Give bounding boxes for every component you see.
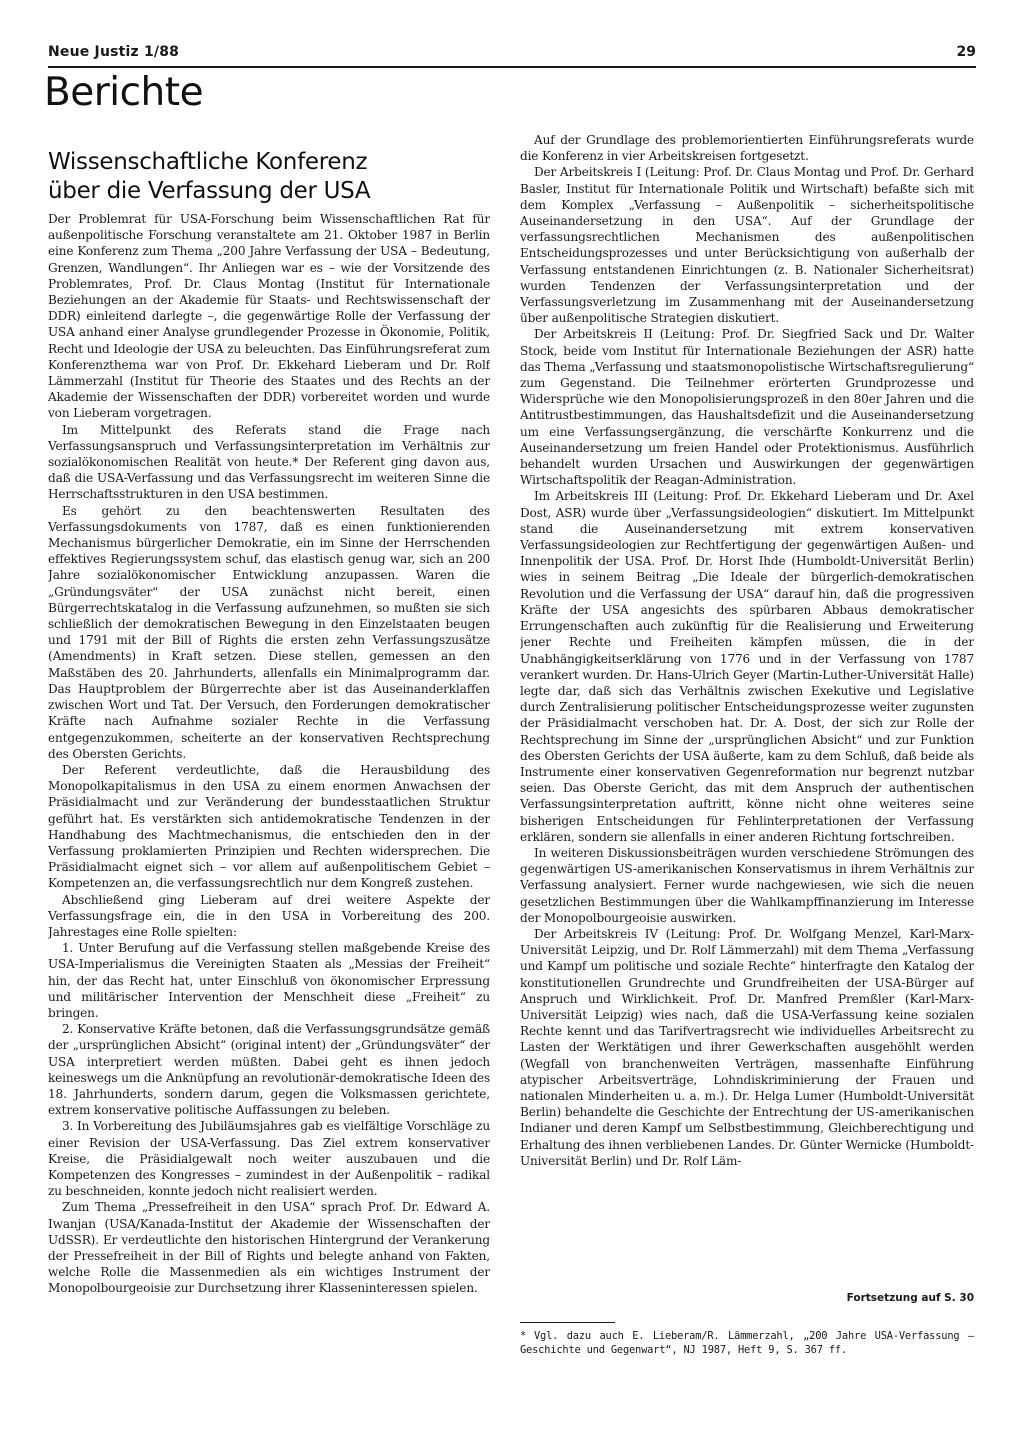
paragraph: 3. In Vorbereitung des Jubiläumsjahres gab es vielfältige Vorschläge zu einer Revision der USA-Verfassung. Das Ziel extrem konservativer Kreise, die Präsidialgewalt noch weiter auszubauen und die Kompetenzen des Kongresses – zumindest in der Außenpolitik – radikal zu beschneiden, konnte jedoch nicht realisiert werden. bbox=[48, 1119, 490, 1199]
footnote-rule bbox=[520, 1322, 615, 1323]
article-title-line-2: über die Verfassung der USA bbox=[48, 178, 371, 204]
continued-note: Fortsetzung auf S. 30 bbox=[846, 1292, 974, 1304]
paragraph: Der Arbeitskreis IV (Leitung: Prof. Dr. Wolfgang Menzel, Karl-Marx-Universität Leipzig, und Dr. Rolf Lämmerzahl) mit dem Thema „Verfassung und Kampf um politische und soziale Rechte“ hinterfragte den Katalog der konstitutionellen Grundrechte und Grundfreiheiten der USA-Bürger auf Anspruch und Wirklichkeit. Prof. Dr. Manfred Premßler (Karl-Marx-Universität Leipzig) wies nach, daß die USA-Verfassung keine sozialen Rechte kennt und das Tarifvertragsrecht wie individuelles Arbeitsrecht zu Lasten der Werktätigen und ihrer Gewerkschaften ausgehöhlt werden (Wegfall von branchenweiten Verträgen, massenhafte Einführung atypischer Arbeitsverträge, Lohndiskriminierung der Frauen und nationalen Minderheiten u. a. m.). Dr. Helga Lumer (Humboldt-Universität Berlin) behandelte die Geschichte der Entrechtung der US-amerikanischen Indianer und deren Kampf um Selbstbestimmung, Gleichberechtigung und Erhaltung des ihnen verbliebenen Landes. Dr. Günter Wernicke (Humboldt-Universität Berlin) und Dr. Rolf Läm- bbox=[520, 926, 974, 1168]
paragraph: Es gehört zu den beachtenswerten Resultaten des Verfassungsdokuments von 1787, daß es einen funktionierenden Mechanismus bürgerlicher Demokratie, ein im Sinne der Herrschenden effektives Regierungssystem schuf, das elastisch genug war, sich an 200 Jahre sozialökonomischer Entwicklung anzupassen. Waren die „Gründungsväter“ der USA zunächst nicht bereit, einen Bürgerrechtskatalog in die Verfassung aufzunehmen, so mußten sie sich schließlich der demokratischen Bewegung in den Einzelstaaten beugen und 1791 mit der Bill of Rights die ersten zehn Verfassungszusätze (Amendments) in Kraft setzen. Diese stellen, gemessen an den Maßstäben des 20. Jahrhunderts, allenfalls ein Minimalprogramm dar. Das Hauptproblem der Bürgerrechte aber ist das Auseinanderklaffen zwischen Wort und Tat. Der Versuch, den Forderungen demokratischer Kräfte nach Aufnahme sozialer Rechte in die Verfassung entgegenzukommen, scheiterte an der konservativen Rechtsprechung des Obersten Gerichts. bbox=[48, 503, 490, 761]
paragraph: Zum Thema „Pressefreiheit in den USA“ sprach Prof. Dr. Edward A. Iwanjan (USA/Kanada-Institut der Akademie der Wissenschaften der UdSSR). Er verdeutlichte den historischen Hintergrund der Verankerung der Pressefreiheit in der Bill of Rights und belegte anhand von Fakten, welche Rolle die Massenmedien als ein wichtiges Instrument der Monopolbourgeoisie zur Durchsetzung ihrer Klasseninteressen spielen. bbox=[48, 1200, 490, 1296]
paragraph: 2. Konservative Kräfte betonen, daß die Verfassungsgrundsätze gemäß der „ursprünglichen Absicht“ (original intent) der „Gründungsväter“ der USA interpretiert werden müßten. Dabei geht es ihnen jedoch keineswegs um die Anknüpfung an revolutionär-demokratische Ideen des 18. Jahrhunderts, sondern darum, gegen die Volksmassen gerichtete, extrem konservative politische Auffassungen zu beleben. bbox=[48, 1022, 490, 1118]
paragraph: Auf der Grundlage des problemorientierten Einführungsreferats wurde die Konferenz in vier Arbeitskreisen fortgesetzt. bbox=[520, 133, 974, 164]
footnote bbox=[520, 1330, 974, 1358]
paragraph: Der Referent verdeutlichte, daß die Herausbildung des Monopolkapitalismus in den USA zu einem enormen Anwachsen der Präsidialmacht und zur Veränderung der bundesstaatlichen Struktur geführt hat. Es verstärkten sich antidemokratische Tendenzen in der Handhabung des Machtmechanismus, die entschieden den in der Verfassung proklamierten Prinzipien und Rechten widersprechen. Die Präsidialmacht eignet sich – vor allem auf außenpolitischem Gebiet – Kompetenzen an, die verfassungsrechtlich nur dem Kongreß zustehen. bbox=[48, 762, 490, 891]
header-rule bbox=[48, 66, 976, 68]
right-column bbox=[520, 132, 974, 1232]
page-number: 29 bbox=[956, 44, 976, 60]
paragraph: 1. Unter Berufung auf die Verfassung stellen maßgebende Kreise des USA-Imperialismus die Vereinigten Staaten als „Messias der Freiheit“ hin, der das Recht hat, unter Einschluß von ökonomischer Erpressung und militärischer Intervention der Menschheit diese „Freiheit“ zu bringen. bbox=[48, 941, 490, 1020]
paragraph: Der Problemrat für USA-Forschung beim Wissenschaftlichen Rat für außenpolitische Forschung veranstaltete am 21. Oktober 1987 in Berlin eine Konferenz zum Thema „200 Jahre Verfassung der USA – Bedeutung, Grenzen, Wandlungen“. Ihr Anliegen war es – wie der Vorsitzende des Problemrates, Prof. Dr. Claus Montag (Institut für Internationale Beziehungen an der Akademie für Staats- und Rechtswissenschaft der DDR) einleitend darlegte –, die gegenwärtige Rolle der Verfassung der USA anhand einer Analyse grundlegender Prozesse in Ökonomie, Politik, Recht und Ideologie der USA zu beleuchten. Das Einführungsreferat zum Konferenzthema war von Prof. Dr. Ekkehard Lieberam und Dr. Rolf Lämmerzahl (Institut für Theorie des Staates und des Rechts an der Akademie der Wissenschaften der DDR) vorbereitet worden und wurde von Lieberam vorgetragen. bbox=[48, 212, 490, 421]
journal-issue: Neue Justiz 1/88 bbox=[48, 44, 180, 60]
section-title: Berichte bbox=[44, 70, 204, 115]
running-header bbox=[48, 44, 976, 66]
left-column bbox=[48, 211, 490, 1391]
paragraph: Im Mittelpunkt des Referats stand die Frage nach Verfassungsanspruch und Verfassungsinterpretation im Verhältnis zur sozialökonomischen Realität von heute.* Der Referent ging davon aus, daß die USA-Verfassung und das Verfassungsrecht im weiteren Sinne die Herrschaftsstrukturen in den USA bestimmen. bbox=[48, 422, 490, 502]
article-title bbox=[48, 148, 490, 206]
paragraph: Im Arbeitskreis III (Leitung: Prof. Dr. Ekkehard Lieberam und Dr. Axel Dost, ASR) wurde über „Verfassungsideologien“ diskutiert. Im Mittelpunkt stand die Auseinandersetzung mit extrem konservativen Verfassungsideologien zur Rechtfertigung der gegenwärtigen Außen- und Innenpolitik der USA. Prof. Dr. Horst Ihde (Humboldt-Universität Berlin) wies in seinem Beitrag „Die Ideale der bürgerlich-demokratischen Revolution und die Verfassung der USA“ darauf hin, daß die progressiven Kräfte der USA angesichts des spürbaren Abbaus demokratischer Errungenschaften auch zukünftig für die Realisierung und Erweiterung jener Rechte und Freiheiten kämpfen müssen, die in der Unabhängigkeitserklärung von 1776 und in der Verfassung von 1787 verankert wurden. Dr. Hans-Ulrich Geyer (Martin-Luther-Universität Halle) legte dar, daß sich das Verhältnis zwischen Exekutive und Legislative durch Zentralisierung politischer Entscheidungsprozesse weiter zugunsten der Präsidialmacht verschoben hat. Dr. A. Dost, der sich zur Rolle der Rechtsprechung im Sinne der „ursprünglichen Absicht“ und zur Funktion des Obersten Gerichts der USA äußerte, kam zu dem Schluß, daß beide als Instrumente einer konservativen Gegenreformation nur begrenzt nutzbar seien. Das Oberste Gericht, das mit dem Anspruch der authentischen Verfassungsinterpretation auftritt, könne nicht ohne weiteres seine bisherigen Entscheidungen für Fehlinterpretationen der Verfassung erklären, sondern sie allenfalls in einer anderen Richtung fortschreiben. bbox=[520, 489, 974, 844]
footnote-text: Vgl. dazu auch E. Lieberam/R. Lämmerzahl, „200 Jahre USA-Verfassung – Geschichte und Gegenwart“, NJ 1987, Heft 9, S. 367 ff. bbox=[520, 1330, 974, 1356]
article-title-line-1: Wissenschaftliche Konferenz bbox=[48, 149, 368, 175]
paragraph: Abschließend ging Lieberam auf drei weitere Aspekte der Verfassungsfrage ein, die in den USA in Vorbereitung des 200. Jahrestages eine Rolle spielten: bbox=[48, 892, 490, 939]
paragraph: Der Arbeitskreis I (Leitung: Prof. Dr. Claus Montag und Prof. Dr. Gerhard Basler, Institut für Internationale Politik und Wirtschaft) befaßte sich mit dem Komplex „Verfassung – Außenpolitik – sicherheitspolitische Auseinandersetzung in den USA“. Auf der Grundlage der verfassungsrechtlichen Mechanismen des außenpolitischen Entscheidungsprozesses und unter Berücksichtigung von außerhalb der Verfassung entstandenen Einrichtungen (z. B. Nationaler Sicherheitsrat) wurden Tendenzen der Verfassungsinterpretation und der Verfassungsverletzung im Zusammenhang mit der Auseinandersetzung über außenpolitische Strategien diskutiert. bbox=[520, 165, 974, 326]
footnote-marker: * bbox=[520, 1330, 527, 1342]
paragraph: In weiteren Diskussionsbeiträgen wurden verschiedene Strömungen des gegenwärtigen US-amerikanischen Konservatismus in ihrem Verhältnis zur Verfassung analysiert. Ferner wurde nachgewiesen, wie sich die neuen gesetzlichen Bestimmungen über die Wahlkampffinanzierung im Interesse der Monopolbourgeoisie auswirken. bbox=[520, 845, 974, 925]
paragraph: Der Arbeitskreis II (Leitung: Prof. Dr. Siegfried Sack und Dr. Walter Stock, beide vom Institut für Internationale Beziehungen der ASR) hatte das Thema „Verfassung und staatsmonopolistische Wirtschaftsregulierung“ zum Gegenstand. Die Teilnehmer erörterten Grundprozesse und Widersprüche wie den Monopolisierungsprozeß in den 80er Jahren und die Antitrustbestimmungen, das Haushaltsdefizit und die Auseinandersetzung um eine Verfassungsergänzung, die verschärfte Konkurrenz und die Auseinandersetzung um freien Handel oder Protektionismus. Ausführlich behandelt wurden Ursachen und Auswirkungen der gegenwärtigen Wirtschaftspolitik der Reagan-Administration. bbox=[520, 327, 974, 488]
